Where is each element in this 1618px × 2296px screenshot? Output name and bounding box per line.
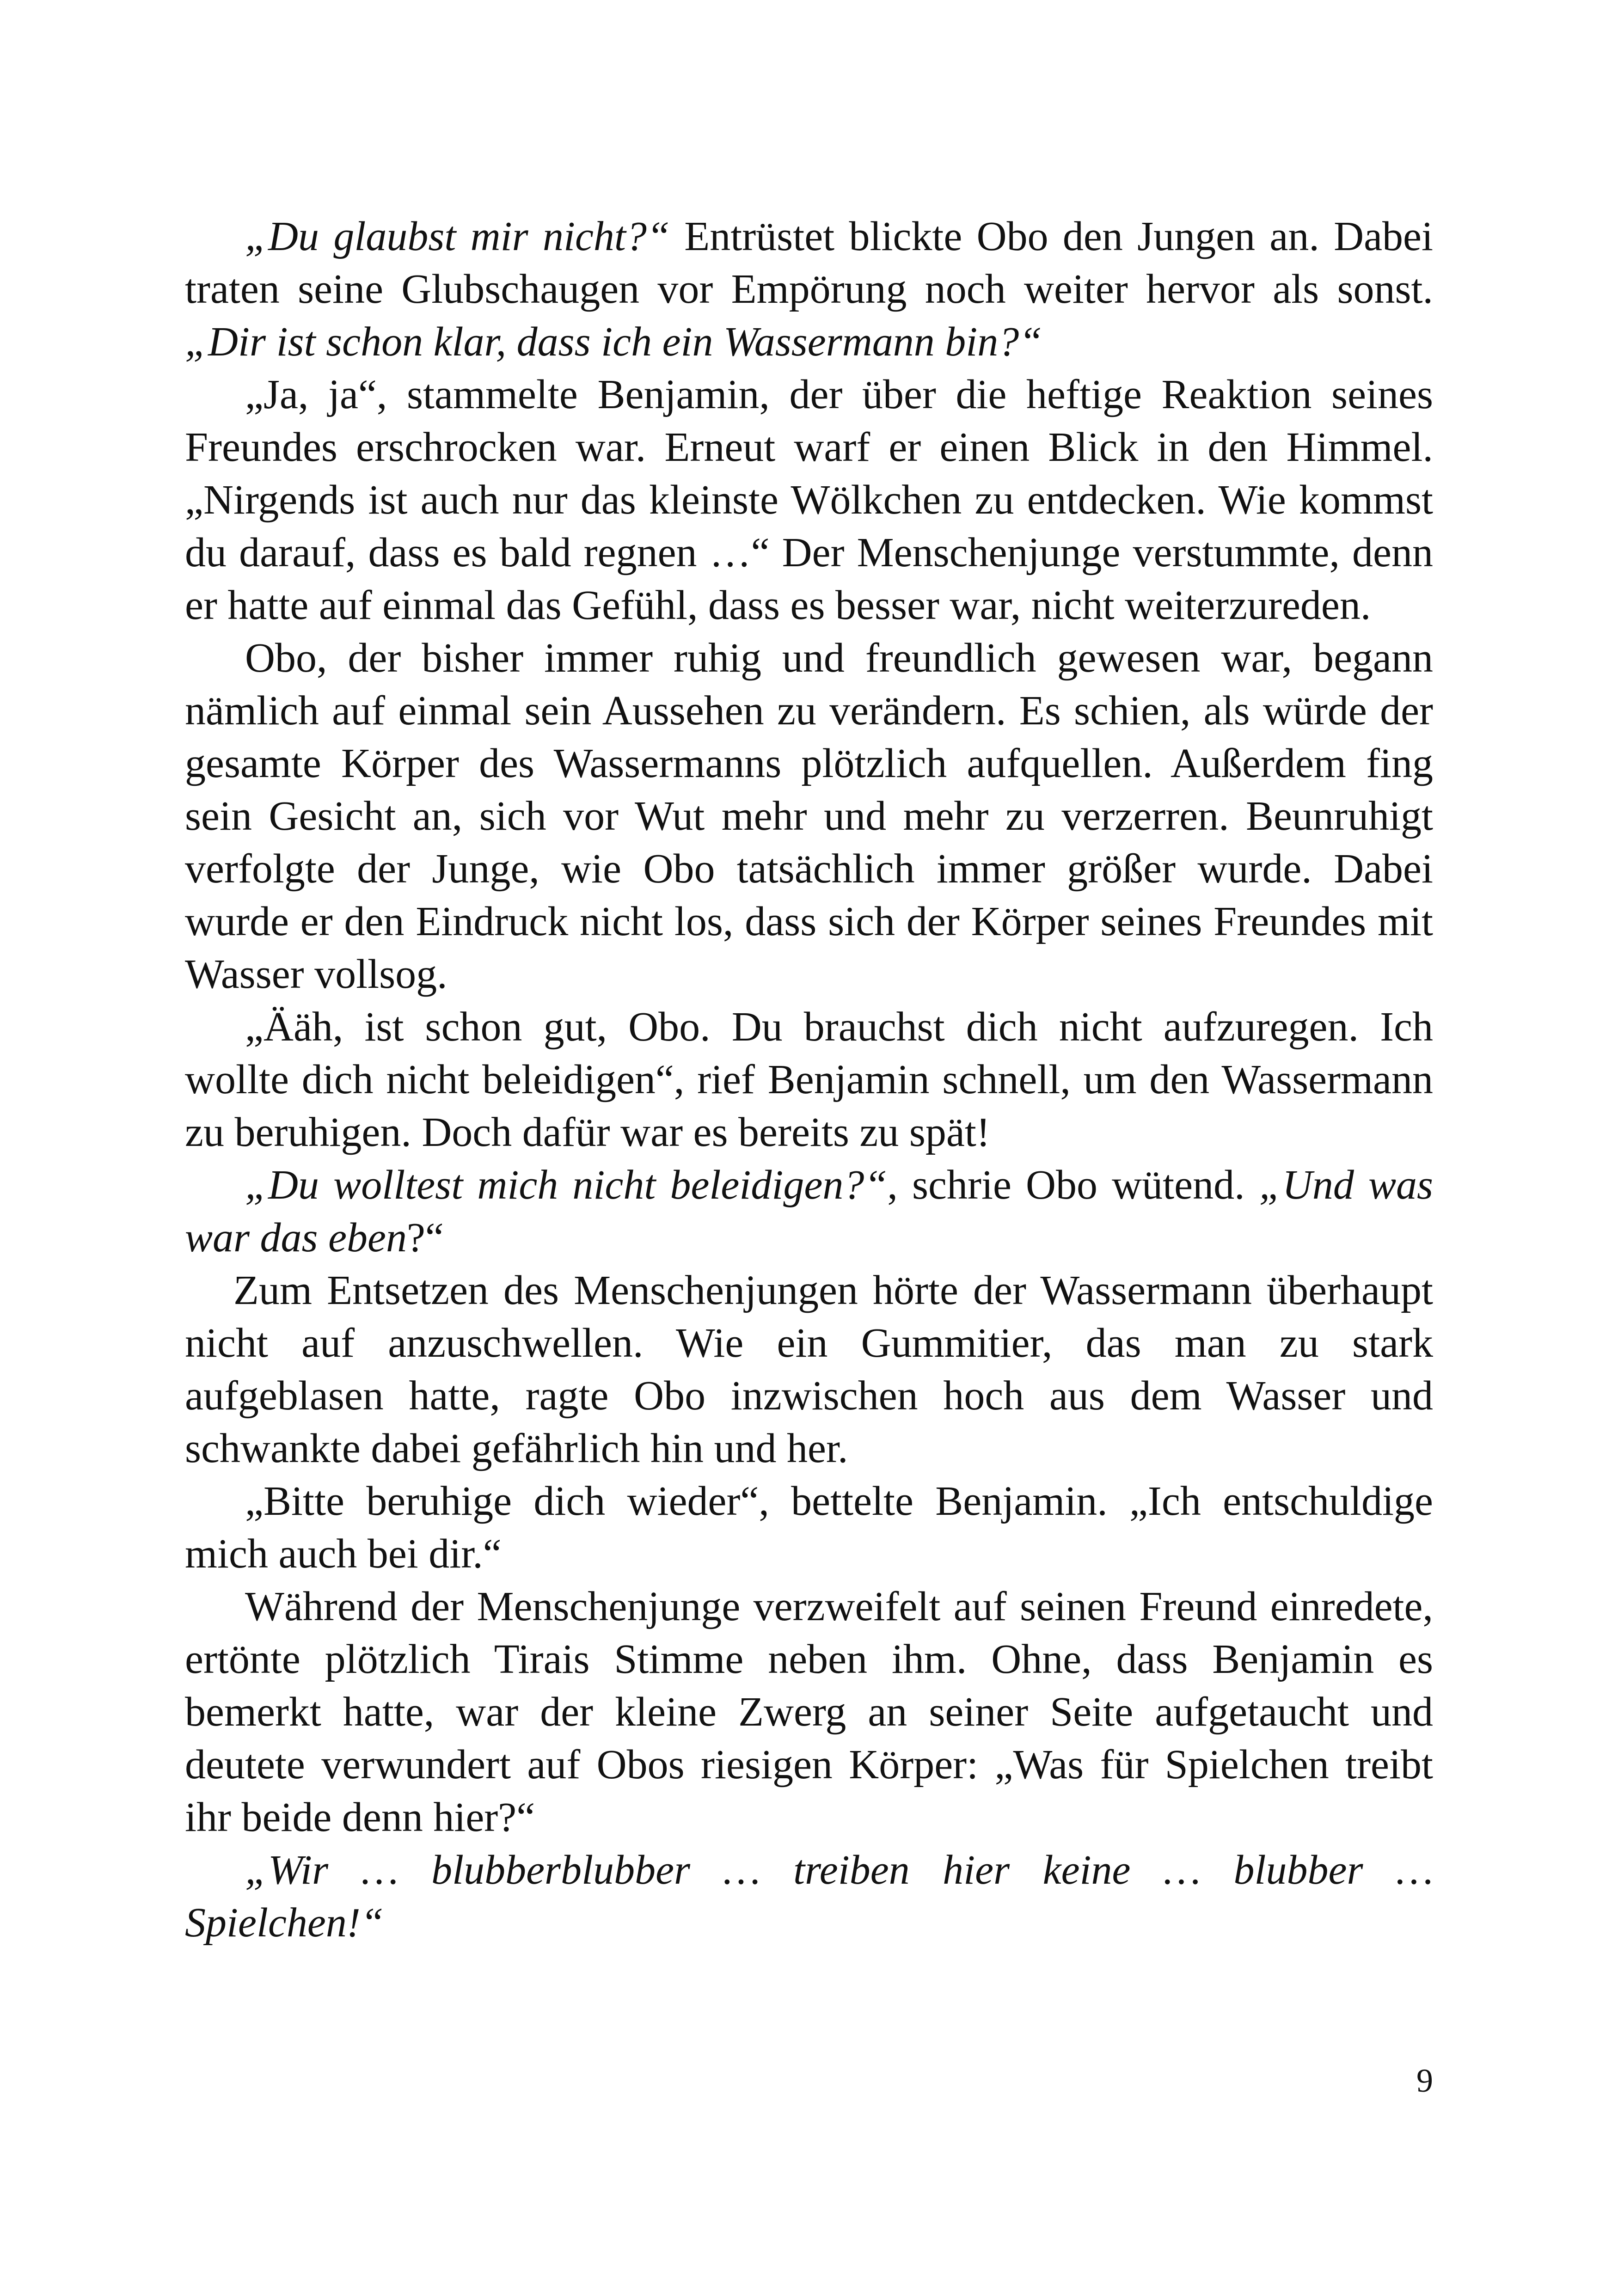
- paragraph: [185, 1001, 1433, 1159]
- page-number: 9: [1416, 2062, 1433, 2099]
- paragraph: [185, 1844, 1433, 1949]
- paragraph: [185, 1475, 1433, 1580]
- narration: ?“: [406, 1215, 444, 1261]
- dialogue-italic: „Und was war das eben: [185, 1162, 1433, 1261]
- narration: Entrüstet blickte Obo den Jungen an. Dabei traten seine Glubschaugen vor Empörung noch weiter hervor als sonst.: [185, 214, 1433, 312]
- body-text: [185, 210, 1433, 1949]
- paragraph: [185, 1159, 1433, 1264]
- paragraph: [185, 632, 1433, 1001]
- dialogue-italic: „Dir ist schon klar, dass ich ein Wassermann bin?“: [185, 319, 1042, 365]
- narration: Während der Menschenjunge verzweifelt auf seinen Freund einredete, ertönte plötzlich Tirais Stimme neben ihm. Ohne, dass Benjamin es bemerkt hatte, war der kleine Zwerg an seiner Seite aufgetaucht und deutete verwundert auf Obos riesigen Körper: „Was für Spielchen treibt ihr beide denn hier?“: [185, 1584, 1433, 1840]
- dialogue-italic: „Du glaubst mir nicht?“: [245, 214, 670, 259]
- dialogue-italic: „Du wolltest mich nicht beleidigen?“: [245, 1162, 888, 1208]
- narration: Zum Entsetzen des Menschenjungen hörte der Wassermann überhaupt nicht auf anzuschwellen. Wie ein Gummitier, das man zu stark aufgeblasen hatte, ragte Obo inzwischen hoch aus dem Wasser und schwankte dabei gefährlich hin und her.: [185, 1267, 1433, 1471]
- paragraph: [185, 210, 1433, 368]
- narration: „Ääh, ist schon gut, Obo. Du brauchst dich nicht aufzuregen. Ich wollte dich nicht beleidigen“, rief Benjamin schnell, um den Wassermann zu beruhigen. Doch dafür war es bereits zu spät!: [185, 1004, 1433, 1155]
- paragraph: [185, 368, 1433, 632]
- narration: , schrie Obo wütend.: [887, 1162, 1259, 1208]
- narration: „Ja, ja“, stammelte Benjamin, der über die heftige Reaktion seines Freundes erschrocken war. Erneut warf er einen Blick in den Himmel. „Nirgends ist auch nur das kleinste Wölkchen zu entdecken. Wie kommst du darauf, dass es bald regnen …“ Der Menschenjunge verstummte, denn er hatte auf einmal das Gefühl, dass es besser war, nicht weiterzureden.: [185, 372, 1433, 628]
- paragraph: [185, 1264, 1433, 1475]
- paragraph: [185, 1580, 1433, 1844]
- narration: Obo, der bisher immer ruhig und freundlich gewesen war, begann nämlich auf einmal sein Aussehen zu verändern. Es schien, als würde der gesamte Körper des Wassermanns plötzlich aufquellen. Außerdem fing sein Gesicht an, sich vor Wut mehr und mehr zu verzerren. Beunruhigt verfolgte der Junge, wie Obo tatsächlich immer größer wurde. Dabei wurde er den Eindruck nicht los, dass sich der Körper seines Freundes mit Wasser vollsog.: [185, 635, 1433, 997]
- dialogue-italic: „Wir … blubberblubber … treiben hier keine … blubber … Spielchen!“: [185, 1847, 1433, 1946]
- narration: „Bitte beruhige dich wieder“, bettelte Benjamin. „Ich entschuldige mich auch bei dir.“: [185, 1478, 1433, 1577]
